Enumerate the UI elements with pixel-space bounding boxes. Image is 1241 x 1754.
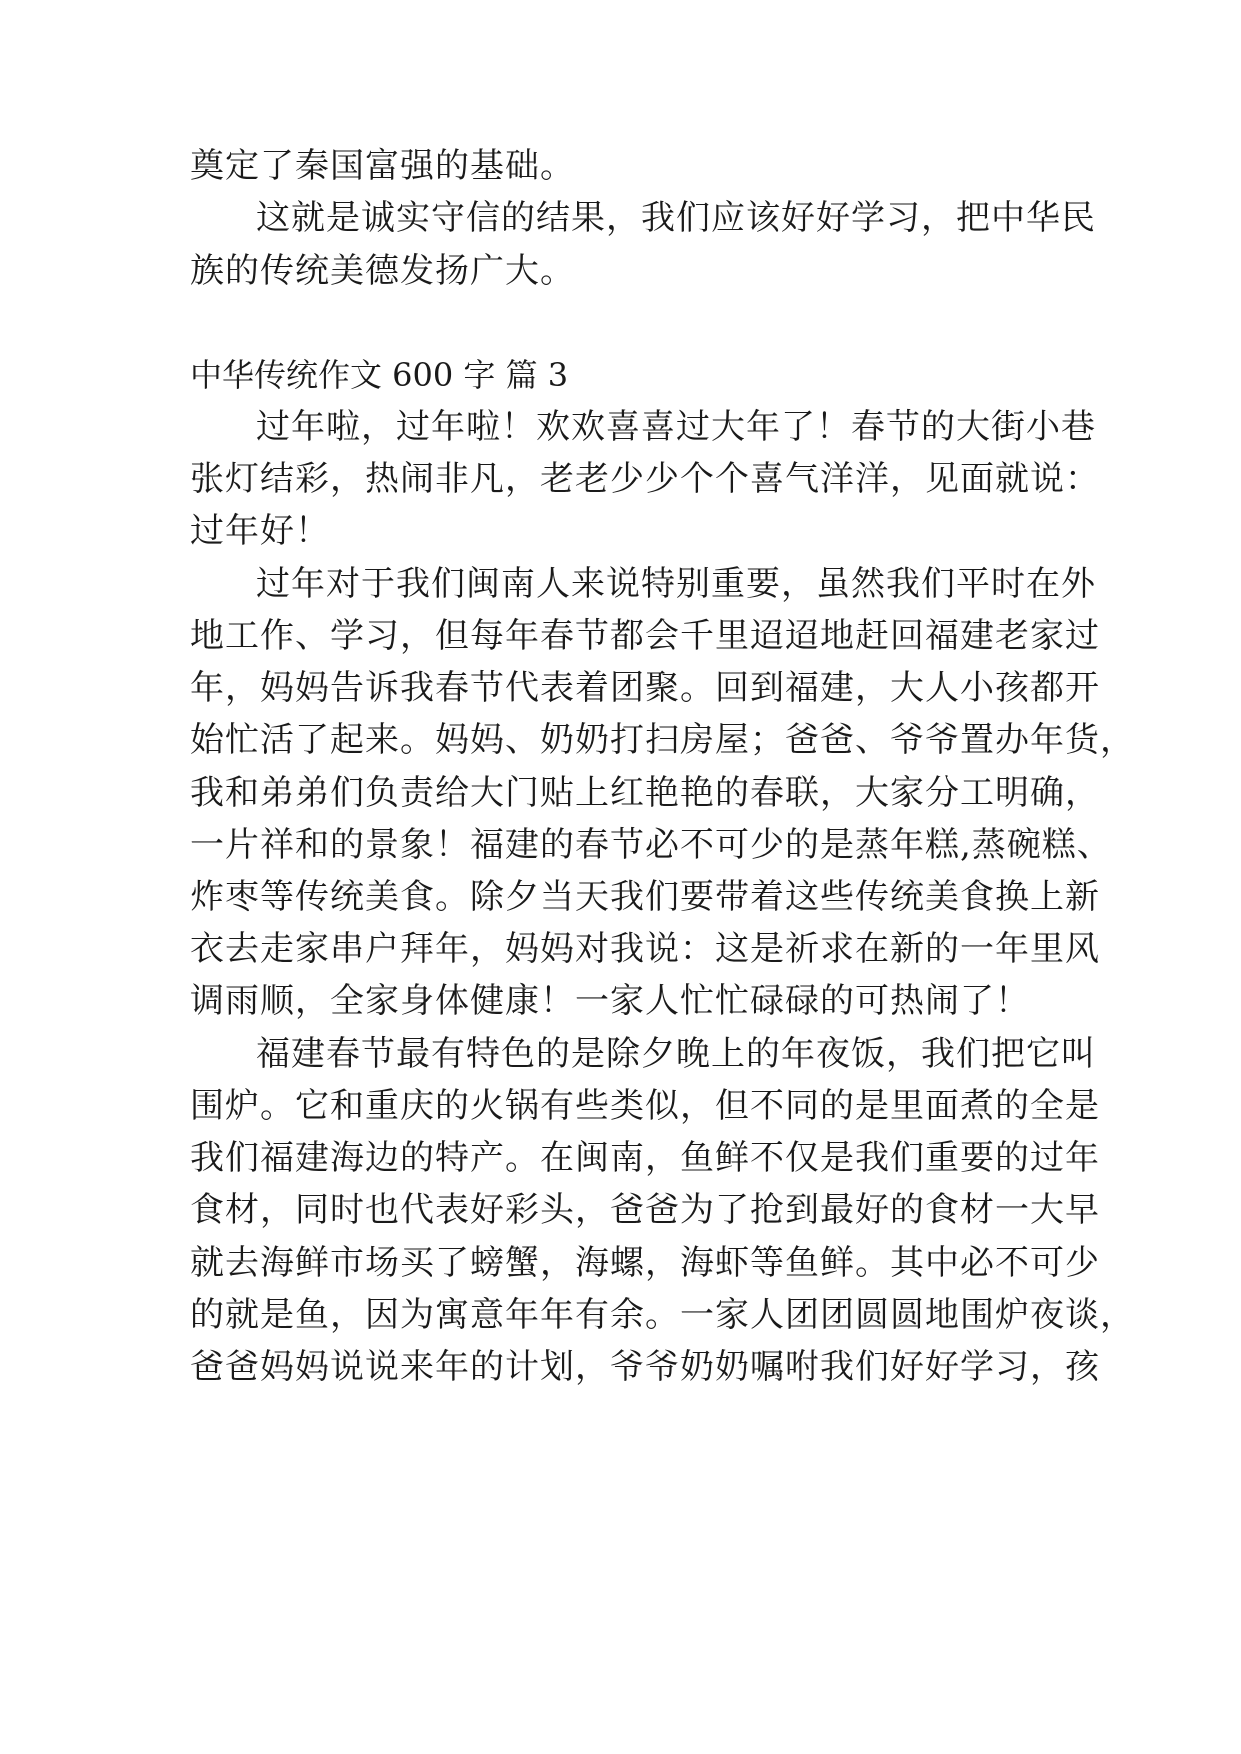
paragraph-line: 年，妈妈告诉我春节代表着团聚。回到福建，大人小孩都开	[190, 668, 1100, 708]
paragraph-line: 衣去走家串户拜年，妈妈对我说：这是祈求在新的一年里风	[190, 929, 1100, 969]
paragraph-line: 一片祥和的景象！福建的春节必不可少的是蒸年糕,蒸碗糕、	[190, 825, 1112, 865]
intro-line: 族的传统美德发扬广大。	[190, 251, 575, 291]
paragraph-line: 就去海鲜市场买了螃蟹，海螺，海虾等鱼鲜。其中必不可少	[190, 1243, 1100, 1283]
paragraph-line: 我们福建海边的特产。在闽南，鱼鲜不仅是我们重要的过年	[190, 1138, 1100, 1178]
paragraph-line: 调雨顺，全家身体健康！一家人忙忙碌碌的可热闹了！	[190, 981, 1030, 1021]
paragraph-line: 过年好！	[190, 511, 330, 551]
paragraph-line: 过年对于我们闽南人来说特别重要，虽然我们平时在外	[256, 564, 1096, 604]
paragraph-line: 围炉。它和重庆的火锅有些类似，但不同的是里面煮的全是	[190, 1086, 1100, 1126]
paragraph-line: 我和弟弟们负责给大门贴上红艳艳的春联，大家分工明确，	[190, 773, 1100, 813]
intro-line: 奠定了秦国富强的基础。	[190, 146, 575, 186]
paragraph-line: 的就是鱼，因为寓意年年有余。一家人团团圆圆地围炉夜谈，	[190, 1295, 1135, 1335]
paragraph-line: 爸爸妈妈说说来年的计划，爷爷奶奶嘱咐我们好好学习，孩	[190, 1347, 1100, 1387]
paragraph-line: 过年啦，过年啦！欢欢喜喜过大年了！春节的大街小巷	[256, 407, 1096, 447]
intro-line: 这就是诚实守信的结果，我们应该好好学习，把中华民	[256, 198, 1096, 238]
paragraph-line: 食材，同时也代表好彩头，爸爸为了抢到最好的食材一大早	[190, 1190, 1100, 1230]
paragraph-line: 炸枣等传统美食。除夕当天我们要带着这些传统美食换上新	[190, 877, 1100, 917]
paragraph-line: 地工作、学习，但每年春节都会千里迢迢地赶回福建老家过	[190, 616, 1100, 656]
section-heading: 中华传统作文 600 字 篇 3	[190, 356, 569, 394]
paragraph-line: 福建春节最有特色的是除夕晚上的年夜饭，我们把它叫	[256, 1034, 1096, 1074]
paragraph-line: 始忙活了起来。妈妈、奶奶打扫房屋；爸爸、爷爷置办年货，	[190, 720, 1135, 760]
paragraph-line: 张灯结彩，热闹非凡，老老少少个个喜气洋洋，见面就说：	[190, 459, 1100, 499]
